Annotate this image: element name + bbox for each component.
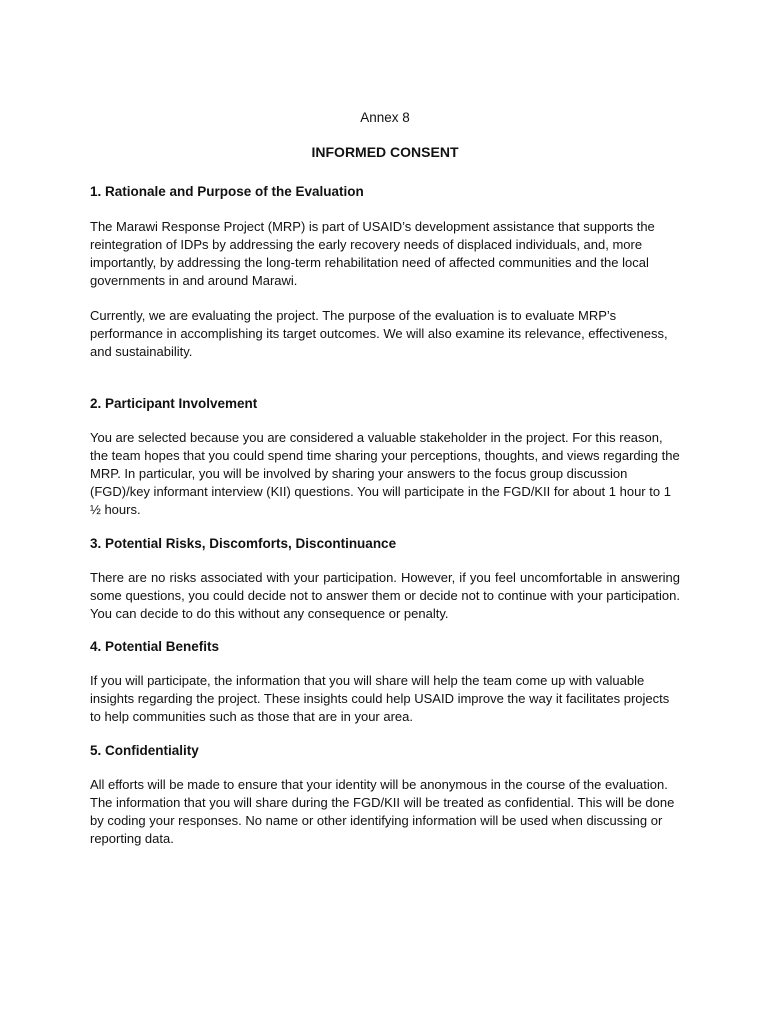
document-page bbox=[90, 0, 680, 1024]
section-1-paragraph-2: Currently, we are evaluating the project. The purpose of the evaluation is to evaluate MRP’s performance in accomplishing its target outcomes. We will also examine its relevance, effectiveness, and sustainability. bbox=[90, 308, 668, 359]
section-1-paragraph-2-block bbox=[90, 307, 680, 361]
section-4-heading-block bbox=[90, 637, 680, 657]
section-3-paragraph-1: There are no risks associated with your participation. However, if you feel uncomfortable in answering some questions, you could decide not to answer them or decide not to continue with your participation. You can decide to do this without any consequence or penalty. bbox=[90, 570, 680, 621]
section-2-heading: 2. Participant Involvement bbox=[90, 396, 258, 411]
section-2-paragraph-1-block bbox=[90, 429, 680, 519]
section-2-paragraph-1: You are selected because you are considered a valuable stakeholder in the project. For this reason, the team hopes that you could spend time sharing your perceptions, thoughts, and views regarding the MRP. In particular, you will be involved by sharing your answers to the focus group discussion (FGD)/key informant interview (KII) questions. You will participate in the FGD/KII for about 1 hour to 1 ½ hours. bbox=[90, 430, 680, 517]
section-4-heading: 4. Potential Benefits bbox=[90, 639, 220, 654]
section-5-paragraph-1: All efforts will be made to ensure that your identity will be anonymous in the course of the evaluation. The information that you will share during the FGD/KII will be treated as confidential. This will be done by coding your responses. No name or other identifying information will be used when discussing or reporting data. bbox=[90, 777, 675, 846]
section-2-heading-block bbox=[90, 394, 680, 414]
section-1-paragraph-1-block bbox=[90, 218, 680, 290]
section-1-paragraph-1: The Marawi Response Project (MRP) is part of USAID’s development assistance that supports the reintegration of IDPs by addressing the early recovery needs of displaced individuals, and, more importantly, by addressing the long-term rehabilitation need of affected communities and the local governments in and around Marawi. bbox=[90, 219, 655, 288]
section-3-paragraph-1-block bbox=[90, 569, 680, 623]
annex-label: Annex 8 bbox=[360, 110, 410, 125]
section-4-paragraph-1-block bbox=[90, 672, 680, 726]
section-1-heading: 1. Rationale and Purpose of the Evaluation bbox=[90, 184, 364, 199]
section-1-heading-block bbox=[90, 182, 680, 202]
document-title: INFORMED CONSENT bbox=[311, 144, 459, 160]
section-3-heading-block bbox=[90, 534, 680, 554]
section-4-paragraph-1: If you will participate, the information that you will share will help the team come up with valuable insights regarding the project. These insights could help USAID improve the way it facilitates projects to help communities such as those that are in your area. bbox=[90, 673, 670, 724]
section-5-heading-block bbox=[90, 741, 680, 761]
section-5-heading: 5. Confidentiality bbox=[90, 743, 199, 758]
section-5-paragraph-1-block bbox=[90, 776, 680, 848]
section-3-heading: 3. Potential Risks, Discomforts, Discontinuance bbox=[90, 536, 397, 551]
